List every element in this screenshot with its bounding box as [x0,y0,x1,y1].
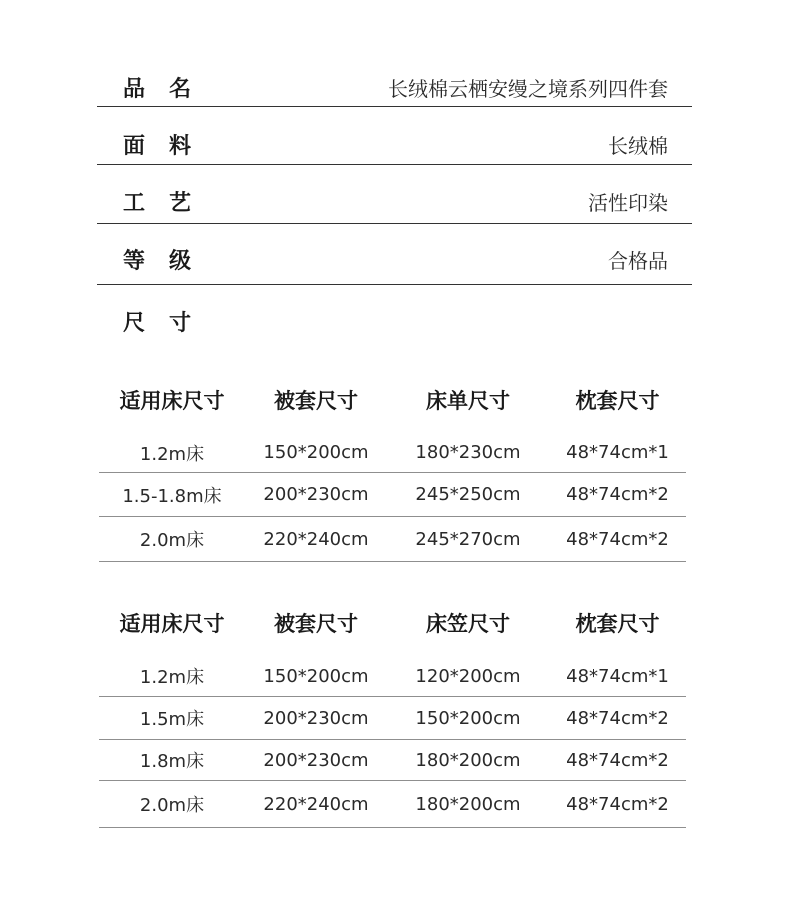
table-cell: 245*270cm [415,528,521,550]
spec-label: 工艺 [123,190,216,216]
table-cell: 150*200cm [263,665,369,687]
table-cell: 120*200cm [415,665,521,687]
table-cell: 1.2m床 [139,443,205,465]
size-table-fitted-sheet [99,598,686,828]
table-cell: 1.8m床 [139,751,205,772]
spec-value: 活性印染 [588,190,668,215]
divider [97,164,692,165]
table-cell: 200*230cm [263,707,369,729]
table-row [99,781,686,828]
spec-row-craft [97,182,692,220]
table-row [99,433,686,473]
column-header: 床单尺寸 [426,389,510,413]
table-cell: 48*74cm*2 [566,793,669,815]
spec-label: 尺寸 [123,310,216,336]
table-cell: 200*230cm [263,484,369,505]
table-cell: 200*230cm [263,749,369,771]
table-cell: 245*250cm [415,484,521,505]
column-header: 枕套尺寸 [575,612,660,636]
spec-row-fabric [97,125,692,163]
spec-value: 合格品 [608,248,668,273]
table-cell: 180*230cm [415,442,521,463]
spec-row-size [97,302,692,340]
table-cell: 180*200cm [415,793,521,815]
column-header: 被套尺寸 [274,389,358,413]
table-row [99,473,686,517]
table-cell: 1.5m床 [139,709,205,730]
table-cell: 48*74cm*2 [566,707,669,729]
spec-label: 面料 [123,133,216,159]
table-cell: 48*74cm*2 [566,528,669,550]
table-row [99,740,686,781]
table-row [99,656,686,697]
table-cell: 1.2m床 [139,667,205,688]
table-header [99,375,686,425]
column-header: 被套尺寸 [274,612,358,636]
table-cell: 180*200cm [415,749,521,771]
table-cell: 48*74cm*1 [566,442,669,463]
table-cell: 220*240cm [263,528,369,550]
column-header: 床笠尺寸 [426,612,510,636]
column-header: 枕套尺寸 [575,389,660,413]
size-table-flat-sheet [99,375,686,562]
divider [97,106,692,107]
spec-row-grade [97,240,692,278]
table-cell: 48*74cm*2 [566,749,669,771]
table-cell: 1.5-1.8m床 [122,485,222,507]
divider [97,284,692,285]
table-cell: 2.0m床 [139,530,205,551]
table-row [99,697,686,740]
spec-row-name [97,68,692,106]
divider [97,223,692,224]
table-header [99,598,686,648]
table-cell: 150*200cm [263,442,369,463]
table-cell: 48*74cm*1 [566,665,669,687]
table-cell: 220*240cm [263,793,369,815]
spec-value: 长绒棉云栖安缦之境系列四件套 [388,76,668,101]
column-header: 适用床尺寸 [119,389,225,413]
spec-label: 品名 [123,76,216,102]
table-cell: 48*74cm*2 [566,484,669,505]
table-row [99,517,686,562]
spec-label: 等级 [123,248,216,274]
table-cell: 2.0m床 [139,795,205,816]
spec-value: 长绒棉 [608,133,668,158]
column-header: 适用床尺寸 [119,612,225,636]
table-cell: 150*200cm [415,707,521,729]
